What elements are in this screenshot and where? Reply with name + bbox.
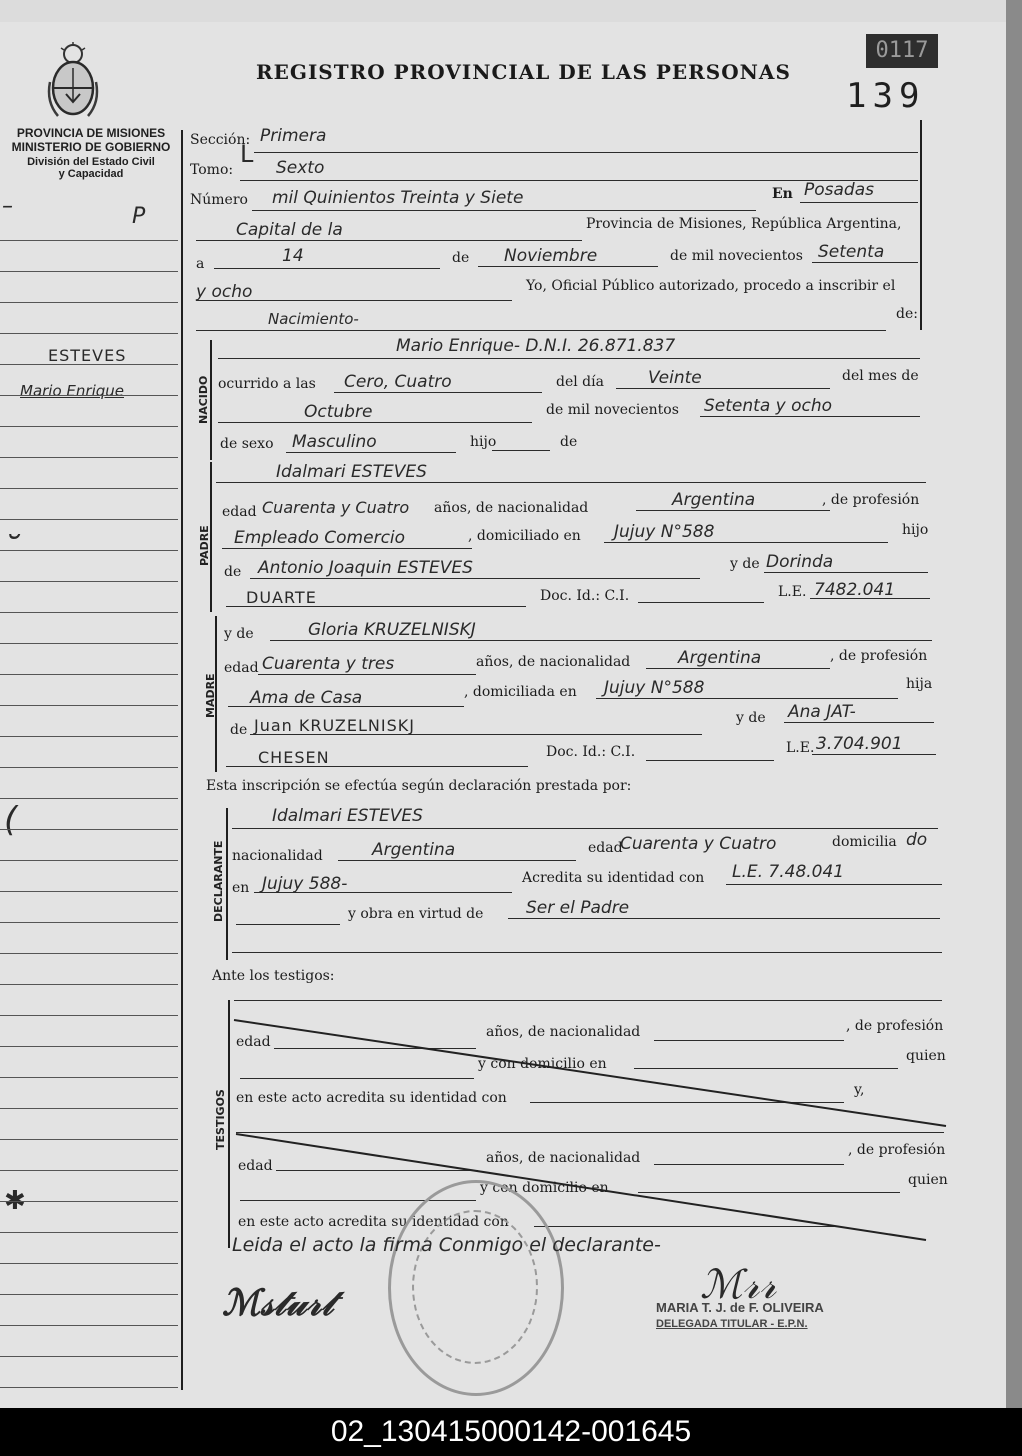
- madre-father-line: [250, 734, 702, 735]
- seccion-value: Primera: [260, 126, 327, 146]
- padre-nacionalidad-line: [636, 510, 830, 511]
- margin-asterisk: ✱: [4, 1186, 26, 1216]
- coat-of-arms-seal: [44, 42, 102, 124]
- testigo2-profesion-label: , de profesión: [848, 1142, 946, 1158]
- margin-dash: –: [2, 194, 13, 219]
- padre-nacionalidad: Argentina: [672, 490, 756, 510]
- margin-rule-line: [0, 798, 178, 799]
- padre-name-line: [216, 482, 926, 483]
- sexo-line: [286, 452, 456, 453]
- madre-name-line: [270, 640, 932, 641]
- margin-rule-line: [0, 426, 178, 427]
- hijo-line: [492, 450, 550, 451]
- testigo1-y-label: y,: [854, 1082, 865, 1098]
- agency-ministry: MINISTERIO DE GOBIERNO: [11, 140, 171, 154]
- margin-rule-line: [0, 1077, 178, 1078]
- day-of-birth-line: [616, 388, 830, 389]
- declarante-en-value: Jujuy 588-: [262, 874, 348, 894]
- nacido-tag: NACIDO: [197, 375, 210, 424]
- padre-mother-line-1: [764, 572, 928, 573]
- officer-signature: ℳ𝓇𝓇: [700, 1262, 777, 1308]
- margin-rule-line: [0, 674, 178, 675]
- padre-edad-label: edad: [222, 504, 257, 520]
- madre-domicilio-line: [596, 698, 898, 699]
- testigo1-acredita-label: en este acto acredita su identidad con: [236, 1090, 507, 1106]
- birth-year-line: [700, 416, 920, 417]
- numero-label: Número: [190, 192, 248, 208]
- month-line: [478, 266, 658, 267]
- declarante-name-line: [232, 828, 938, 829]
- seccion-label: Sección:: [190, 132, 251, 148]
- padre-y-de-label: y de: [730, 556, 760, 572]
- declarante-border: [226, 808, 228, 960]
- margin-rule-line: [0, 457, 178, 458]
- padre-edad-suffix: años, de nacionalidad: [434, 500, 589, 516]
- padre-le-value: 7482.041: [814, 580, 896, 600]
- madre-nacionalidad: Argentina: [678, 648, 762, 668]
- padre-le-line: [810, 598, 930, 599]
- padre-de-label: de: [224, 564, 242, 580]
- padre-mother-1: Dorinda: [766, 552, 834, 572]
- margin-bracket: (: [4, 800, 18, 840]
- padre-father-line: [250, 578, 700, 579]
- declarante-nacionalidad-label: nacionalidad: [232, 848, 323, 864]
- margin-rule-line: [0, 240, 178, 241]
- padre-mother-line-2: [226, 606, 526, 607]
- officer-title: DELEGADA TITULAR - E.P.N.: [656, 1318, 808, 1330]
- testigo1-edad-label: edad: [236, 1034, 271, 1050]
- margin-surname: ESTEVES: [48, 346, 127, 365]
- madre-edad-label: edad: [224, 660, 259, 676]
- numero-value: mil Quinientos Treinta y Siete: [272, 188, 524, 208]
- oficial-label: Yo, Oficial Público autorizado, procedo a inscribir el: [526, 278, 896, 294]
- padre-domicilio-label: , domiciliado en: [468, 528, 581, 544]
- margin-rule-line: [0, 1046, 178, 1047]
- madre-edad-suffix: años, de nacionalidad: [476, 654, 631, 670]
- declarante-en-label: en: [232, 880, 250, 896]
- folio-number: 139: [846, 76, 926, 116]
- margin-rule-line: [0, 1139, 178, 1140]
- provincia-label: Provincia de Misiones, República Argentina,: [586, 216, 902, 232]
- madre-profesion-label: , de profesión: [830, 648, 928, 664]
- year-value-2: y ocho: [196, 282, 253, 302]
- testigos-intro: Ante los testigos:: [212, 968, 335, 984]
- madre-mother-2: CHESEN: [258, 748, 330, 767]
- declarante-nacionalidad: Argentina: [372, 840, 456, 860]
- year-label: de mil novecientos: [670, 248, 803, 264]
- margin-rule-line: [0, 1294, 178, 1295]
- closing-statement: Leida el acto la firma Conmigo el declarante-: [232, 1234, 661, 1256]
- del-mes-label: del mes de: [842, 368, 919, 384]
- madre-y-de-label: y de: [224, 626, 254, 642]
- margin-rule-line: [0, 333, 178, 334]
- margin-rule-line: [0, 271, 178, 272]
- act-line: [196, 330, 886, 331]
- declarante-blank-line: [236, 924, 340, 925]
- margin-rule-line: [0, 1201, 178, 1202]
- tomo-mark: L: [240, 140, 254, 168]
- testigo2-anos-label: años, de nacionalidad: [486, 1150, 641, 1166]
- madre-profesion: Ama de Casa: [250, 688, 363, 708]
- madre-mother-line-2: [226, 766, 528, 767]
- madre-father: Juan KRUZELNISKJ: [254, 716, 415, 735]
- declarante-edad-label: edad: [588, 840, 623, 856]
- margin-rule-line: [0, 395, 178, 396]
- main-left-border: [181, 130, 183, 1390]
- testigo1-anos-label: años, de nacionalidad: [486, 1024, 641, 1040]
- numero-line: [252, 210, 756, 211]
- birth-year: Setenta y ocho: [704, 396, 833, 416]
- madre-doc-line: [646, 760, 774, 761]
- margin-mark-p: P: [132, 204, 146, 229]
- sexo-label: de sexo: [220, 436, 274, 452]
- declarante-bottom-line: [232, 952, 942, 953]
- declarante-obra-label: y obra en virtud de: [348, 906, 484, 922]
- testigo1-profesion-label: , de profesión: [846, 1018, 944, 1034]
- right-border-top: [920, 120, 922, 330]
- padre-hijo-label: hijo: [902, 522, 929, 538]
- birth-month-line: [218, 422, 532, 423]
- declarante-obra-line: [508, 918, 940, 919]
- padre-profesion-label: , de profesión: [822, 492, 920, 508]
- capital-value: Capital de la: [236, 220, 343, 240]
- margin-rule-line: [0, 612, 178, 613]
- margin-rule-line: [0, 705, 178, 706]
- madre-hija-label: hija: [906, 676, 933, 692]
- en-value: Posadas: [804, 180, 874, 200]
- tomo-label: Tomo:: [190, 162, 234, 178]
- margin-rule-line: [0, 364, 178, 365]
- madre-name: Gloria KRUZELNISKJ: [308, 620, 476, 640]
- act-value: Nacimiento-: [268, 310, 359, 328]
- page-edge-shadow: [1006, 0, 1022, 1408]
- de-colon-label: de:: [896, 306, 918, 322]
- year-line-2: [196, 300, 512, 301]
- testigos-cancellation-lines: [226, 1010, 956, 1250]
- sexo-value: Masculino: [292, 432, 377, 452]
- declarante-domicilia-value: do: [906, 830, 928, 850]
- madre-profesion-line: [228, 706, 464, 707]
- declarante-obra-value: Ser el Padre: [526, 898, 630, 918]
- margin-rule-line: [0, 302, 178, 303]
- padre-mother-2: DUARTE: [246, 588, 317, 607]
- del-dia-label: del día: [556, 374, 604, 390]
- margin-scribble: ˘: [2, 530, 20, 571]
- testigo1-top-line: [234, 1000, 942, 1001]
- margin-rule-line: [0, 581, 178, 582]
- file-id-footer: 02_130415000142-001645: [0, 1408, 1022, 1456]
- margin-rule-line: [0, 984, 178, 985]
- madre-de-label: de: [230, 722, 248, 738]
- declarante-tag: DECLARANTE: [212, 840, 225, 922]
- de-label: de: [452, 250, 470, 266]
- padre-profesion: Empleado Comercio: [234, 528, 406, 548]
- margin-rule-line: [0, 860, 178, 861]
- testigo2-acredita-label: en este acto acredita su identidad con: [238, 1214, 509, 1230]
- padre-doc-label: Doc. Id.: C.I.: [540, 588, 630, 604]
- testigos-tag: TESTIGOS: [214, 1089, 227, 1150]
- declarante-domicilia-label: domicilia: [832, 834, 897, 850]
- hour-line: [334, 392, 542, 393]
- padre-father: Antonio Joaquin ESTEVES: [258, 558, 473, 578]
- madre-le-value: 3.704.901: [816, 734, 903, 754]
- padre-domicilio-line: [604, 542, 888, 543]
- madre-nacionalidad-line: [646, 668, 830, 669]
- nacido-name-line: [218, 358, 920, 359]
- day-value: 14: [282, 246, 304, 266]
- padre-profesion-line: [222, 548, 472, 549]
- declarante-acredita-line: [726, 884, 942, 885]
- day-line: [214, 268, 440, 269]
- officer-name: MARIA T. J. de F. OLIVEIRA: [656, 1300, 824, 1315]
- margin-rule-line: [0, 1170, 178, 1171]
- capital-line: [196, 240, 582, 241]
- corner-mark: 0117: [866, 34, 938, 68]
- testigo2-domicilio-label: y con domicilio en: [480, 1180, 609, 1196]
- margin-rule-line: [0, 550, 178, 551]
- madre-domicilio: Jujuy N°588: [604, 678, 705, 698]
- madre-doc-label: Doc. Id.: C.I.: [546, 744, 636, 760]
- en-label: En: [772, 186, 793, 202]
- hijo-label: hijo: [470, 434, 497, 450]
- nacido-name: Mario Enrique- D.N.I. 26.871.837: [396, 336, 676, 356]
- margin-rule-line: [0, 519, 178, 520]
- madre-domicilio-label: , domiciliada en: [464, 684, 577, 700]
- testigo2-edad-label: edad: [238, 1158, 273, 1174]
- declarante-acredita-value: L.E. 7.48.041: [732, 862, 845, 882]
- madre-le-label: L.E.: [786, 740, 815, 756]
- testigo2-quien-label: quien: [908, 1172, 948, 1188]
- margin-rule-line: [0, 767, 178, 768]
- testigo1-domicilio-label: y con domicilio en: [478, 1056, 607, 1072]
- margin-rule-line: [0, 1015, 178, 1016]
- nacido-border: [210, 340, 212, 460]
- margin-rule-line: [0, 1263, 178, 1264]
- year-line-1: [812, 262, 918, 263]
- padre-name: Idalmari ESTEVES: [276, 462, 427, 482]
- declarante-nacionalidad-line: [338, 860, 576, 861]
- margin-rule-line: [0, 1232, 178, 1233]
- madre-edad-value: Cuarenta y tres: [262, 654, 395, 674]
- padre-domicilio: Jujuy N°588: [614, 522, 715, 542]
- agency-capacity: y Capacidad: [58, 168, 124, 180]
- hour-value: Cero, Cuatro: [344, 372, 452, 392]
- margin-rule-line: [0, 736, 178, 737]
- ocurrido-label: ocurrido a las: [218, 376, 316, 392]
- margin-rule-line: [0, 829, 178, 830]
- madre-mother-1: Ana JAT-: [788, 702, 856, 722]
- birth-month: Octubre: [304, 402, 373, 422]
- year-value-1: Setenta: [818, 242, 885, 262]
- madre-le-line: [812, 754, 936, 755]
- declarante-acredita-label: Acredita su identidad con: [522, 870, 705, 886]
- padre-edad-value: Cuarenta y Cuatro: [262, 498, 410, 517]
- margin-rule-line: [0, 922, 178, 923]
- margin-rule-line: [0, 1108, 178, 1109]
- tomo-value: Sexto: [276, 158, 325, 178]
- padre-tag: PADRE: [198, 525, 211, 566]
- testigo1-quien-label: quien: [906, 1048, 946, 1064]
- margin-rule-line: [0, 643, 178, 644]
- day-of-birth: Veinte: [648, 368, 702, 388]
- madre-tag: MADRE: [204, 673, 217, 718]
- agency-header: [0, 126, 182, 180]
- seccion-line: [254, 152, 918, 153]
- declarante-intro: Esta inscripción se efectúa según declaración prestada por:: [206, 778, 632, 794]
- margin-rule-line: [0, 488, 178, 489]
- a-label: a: [196, 256, 205, 272]
- agency-province: PROVINCIA DE MISIONES: [16, 126, 166, 140]
- nacido-de-label: de: [560, 434, 578, 450]
- madre-mother-line-1: [784, 722, 934, 723]
- margin-rule-line: [0, 1387, 178, 1388]
- margin-given-names: Mario Enrique: [20, 382, 124, 400]
- registry-title: REGISTRO PROVINCIAL DE LAS PERSONAS: [256, 60, 791, 84]
- birth-year-label: de mil novecientos: [546, 402, 679, 418]
- madre-edad-line: [258, 674, 476, 675]
- month-value: Noviembre: [504, 246, 598, 266]
- margin-rule-line: [0, 1325, 178, 1326]
- declarante-en-line: [254, 892, 512, 893]
- declarante-name: Idalmari ESTEVES: [272, 806, 423, 826]
- declarante-edad: Cuarenta y Cuatro: [620, 834, 777, 854]
- declarant-signature: ℳ𝓈𝓉𝓊𝓇𝓉: [222, 1282, 334, 1324]
- padre-le-label: L.E.: [778, 584, 807, 600]
- agency-division: División del Estado Civil: [27, 156, 155, 168]
- margin-rule-line: [0, 891, 178, 892]
- madre-y-de-label-2: y de: [736, 710, 766, 726]
- margin-rule-line: [0, 1356, 178, 1357]
- en-line: [800, 202, 918, 203]
- padre-doc-line: [638, 602, 764, 603]
- margin-rule-line: [0, 953, 178, 954]
